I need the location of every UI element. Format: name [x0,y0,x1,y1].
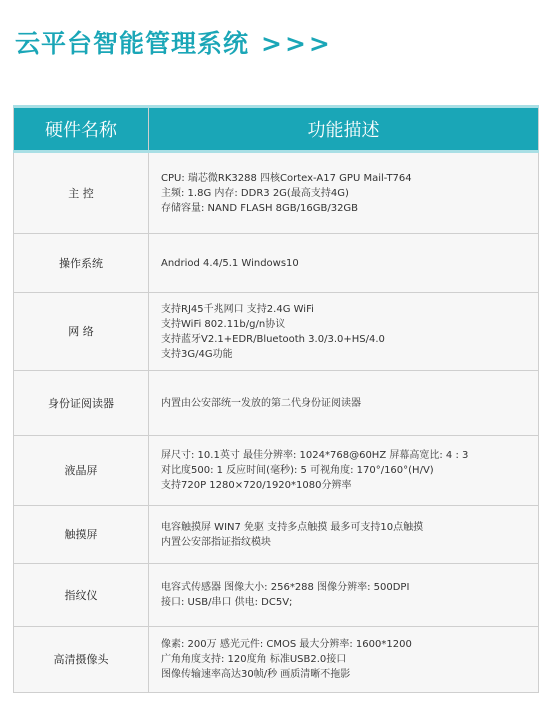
description-line: 主频: 1.8G 内存: DDR3 2G(最高支持4G) [161,187,349,199]
description-line: 屏尺寸: 10.1英寸 最佳分辨率: 1024*768@60HZ 屏幕高宽比: 4 : 3 [161,450,469,461]
description-line: 对比度500: 1 反应时间(毫秒): 5 可视角度: 170°/160°(H/V) [161,465,434,476]
table-row [14,234,539,293]
description-line: 电容式传感器 图像大小: 256*288 图像分辨率: 500DPI [161,582,410,593]
row-description [149,152,539,234]
row-name: 高清摄像头 [14,627,149,693]
description-line: 支持RJ45千兆网口 支持2.4G WiFi [161,303,314,315]
row-description [149,506,539,564]
row-description [149,627,539,693]
description-line: CPU: 瑞芯微RK3288 四核Cortex-A17 GPU Mail-T764 [161,172,412,184]
row-name: 网 络 [14,293,149,371]
description-line: Andriod 4.4/5.1 Windows10 [161,257,299,269]
description-line: 内置公安部指证指纹模块 [161,536,271,548]
row-name: 指纹仪 [14,564,149,627]
table-row [14,506,539,564]
table-row [14,564,539,627]
description-line: 支持3G/4G功能 [161,348,233,360]
row-description [149,293,539,371]
description-line: 支持蓝牙V2.1+EDR/Bluetooth 3.0/3.0+HS/4.0 [161,333,385,345]
description-line: 广角角度支持: 120度角 标准USB2.0接口 [161,654,347,665]
description-line: 内置由公安部统一发放的第二代身份证阅读器 [161,397,361,409]
title-arrows: >>> [261,29,333,58]
page-title [15,24,333,60]
row-description [149,234,539,293]
spec-table [13,105,539,693]
table-row [14,293,539,371]
page-title-text: 云平台智能管理系统 [15,29,250,58]
description-line: 接口: USB/串口 供电: DC5V; [161,597,293,608]
description-line: 图像传输速率高达30帧/秒 画质清晰不拖影 [161,669,351,680]
description-line: 支持720P 1280×720/1920*1080分辨率 [161,480,352,491]
row-name: 触摸屏 [14,506,149,564]
description-line: 像素: 200万 感光元件: CMOS 最大分辨率: 1600*1200 [161,639,412,650]
table-row [14,627,539,693]
table-row [14,371,539,436]
row-description [149,564,539,627]
table-header-row [14,107,539,152]
row-name: 液晶屏 [14,436,149,506]
header-function-description: 功能描述 [149,107,539,152]
row-name: 身份证阅读器 [14,371,149,436]
table-row [14,436,539,506]
header-hardware-name: 硬件名称 [14,107,149,152]
row-name: 操作系统 [14,234,149,293]
description-line: 存储容量: NAND FLASH 8GB/16GB/32GB [161,202,359,214]
table-row [14,152,539,234]
row-name: 主 控 [14,152,149,234]
row-description [149,436,539,506]
description-line: 电容触摸屏 WIN7 免驱 支持多点触摸 最多可支持10点触摸 [161,521,424,533]
row-description [149,371,539,436]
description-line: 支持WiFi 802.11b/g/n协议 [161,318,286,330]
